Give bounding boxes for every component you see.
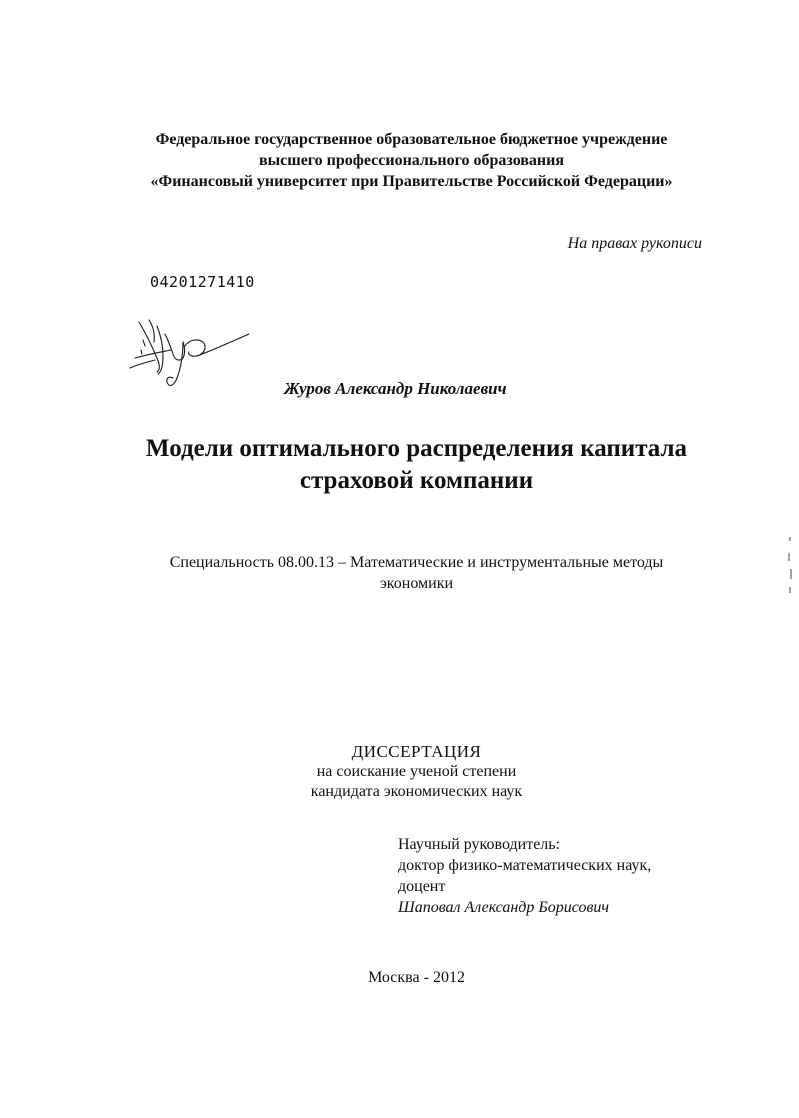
supervisor-rank: доцент <box>398 878 446 895</box>
degree-line-2: кандидата экономических наук <box>310 783 523 800</box>
document-number: 04201271410 <box>150 273 255 291</box>
scan-edge-marks <box>785 535 795 605</box>
supervisor-name: Шаповал Александр Борисович <box>398 899 610 916</box>
specialty <box>0 552 799 594</box>
institution-line-2: высшего профессионального образования <box>258 152 565 169</box>
manuscript-rights-note: На правах рукописи <box>567 235 702 252</box>
city-year-text: Москва - 2012 <box>368 969 465 986</box>
institution-header <box>0 129 799 192</box>
author-name: Журов Александр Николаевич <box>284 379 507 398</box>
dissertation-title <box>0 433 799 497</box>
supervisor-degree: доктор физико-математических наук, <box>398 857 652 874</box>
supervisor-label: Научный руководитель: <box>398 836 561 853</box>
dissertation-block <box>0 742 799 802</box>
dissertation-type: ДИССЕРТАЦИЯ <box>351 742 482 761</box>
specialty-line-2: экономики <box>379 575 454 592</box>
institution-line-1: Федеральное государственное образовательное бюджетное учреждение <box>155 131 668 148</box>
city-year <box>0 969 799 987</box>
handwritten-signature <box>127 312 252 394</box>
title-line-2: страховой компании <box>299 467 534 494</box>
title-line-1: Модели оптимального распределения капитала <box>145 435 688 462</box>
institution-line-3: «Финансовый университет при Правительстве Российской Федерации» <box>150 173 673 190</box>
supervisor-block <box>398 834 651 918</box>
specialty-line-1: Специальность 08.00.13 – Математические и инструментальные методы <box>169 554 664 571</box>
degree-line-1: на соискание ученой степени <box>316 763 517 780</box>
